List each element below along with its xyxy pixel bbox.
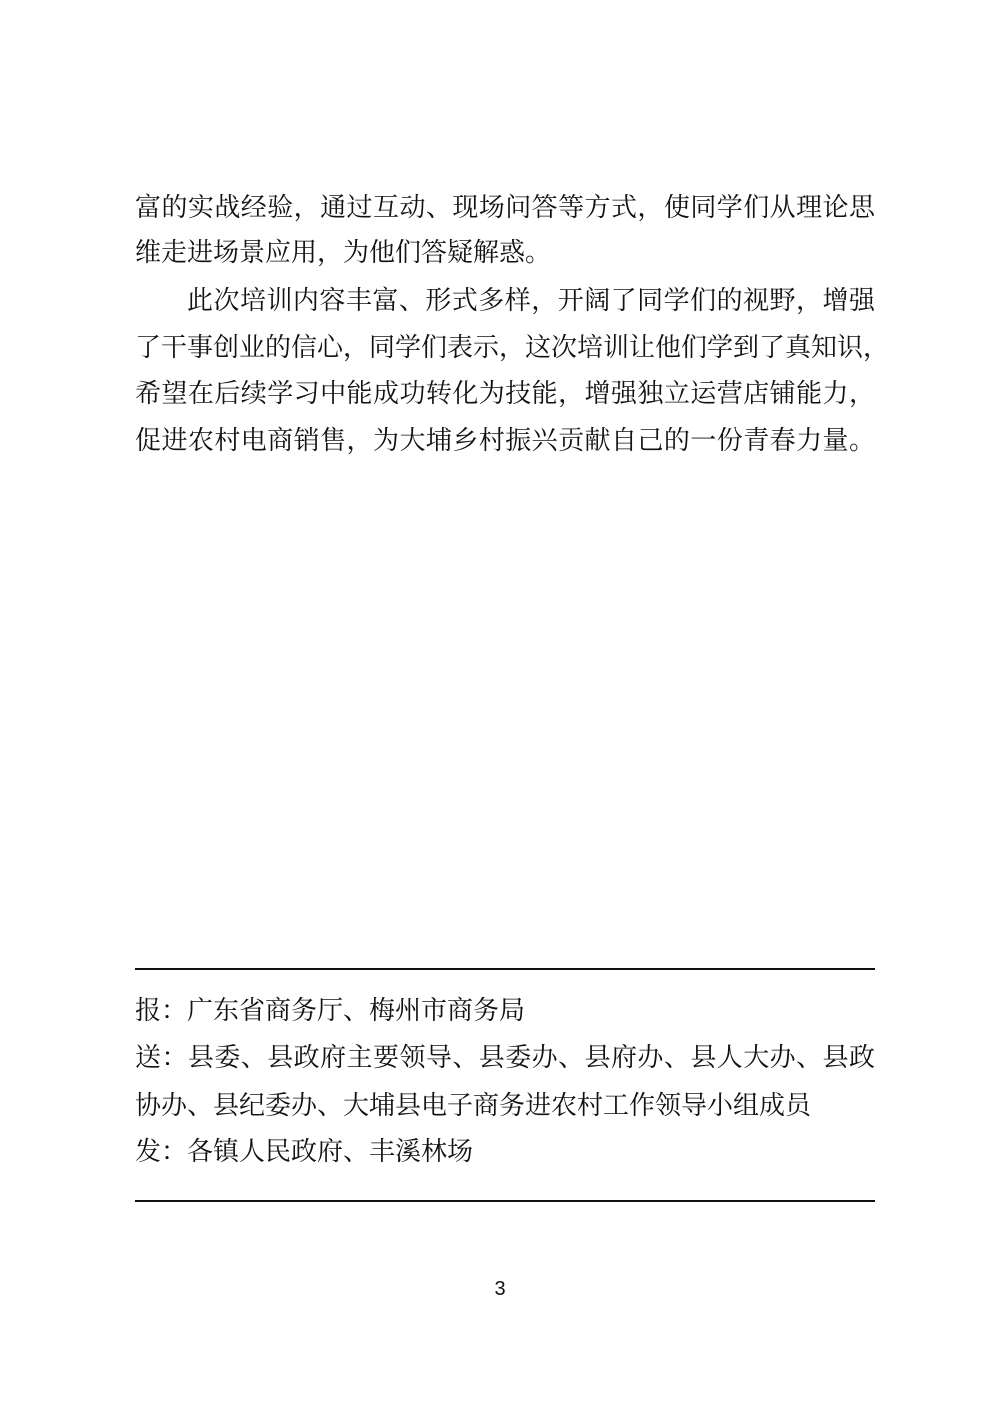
paragraph-line: 希望在后续学习中能成功转化为技能，增强独立运营店铺能力， <box>135 379 875 409</box>
issue-to-line: 发：各镇人民政府、丰溪林场 <box>135 1137 474 1167</box>
distribution-top-rule <box>135 968 875 970</box>
paragraph-line: 富的实战经验，通过互动、现场问答等方式，使同学们从理论思 <box>135 193 875 223</box>
paragraph-line: 此次培训内容丰富、形式多样，开阔了同学们的视野，增强 <box>187 286 875 316</box>
paragraph-line: 了干事创业的信心，同学们表示，这次培训让他们学到了真知识， <box>135 333 890 363</box>
page-number: 3 <box>494 1278 506 1300</box>
report-to-line: 报：广东省商务厅、梅州市商务局 <box>135 996 526 1026</box>
send-to-line-continued: 协办、县纪委办、大埔县电子商务进农村工作领导小组成员 <box>135 1091 812 1121</box>
send-to-line: 送：县委、县政府主要领导、县委办、县府办、县人大办、县政 <box>135 1043 875 1073</box>
paragraph-line: 促进农村电商销售，为大埔乡村振兴贡献自己的一份青春力量。 <box>135 426 875 456</box>
paragraph-line: 维走进场景应用，为他们答疑解惑。 <box>135 238 552 268</box>
distribution-bottom-rule <box>135 1200 875 1202</box>
